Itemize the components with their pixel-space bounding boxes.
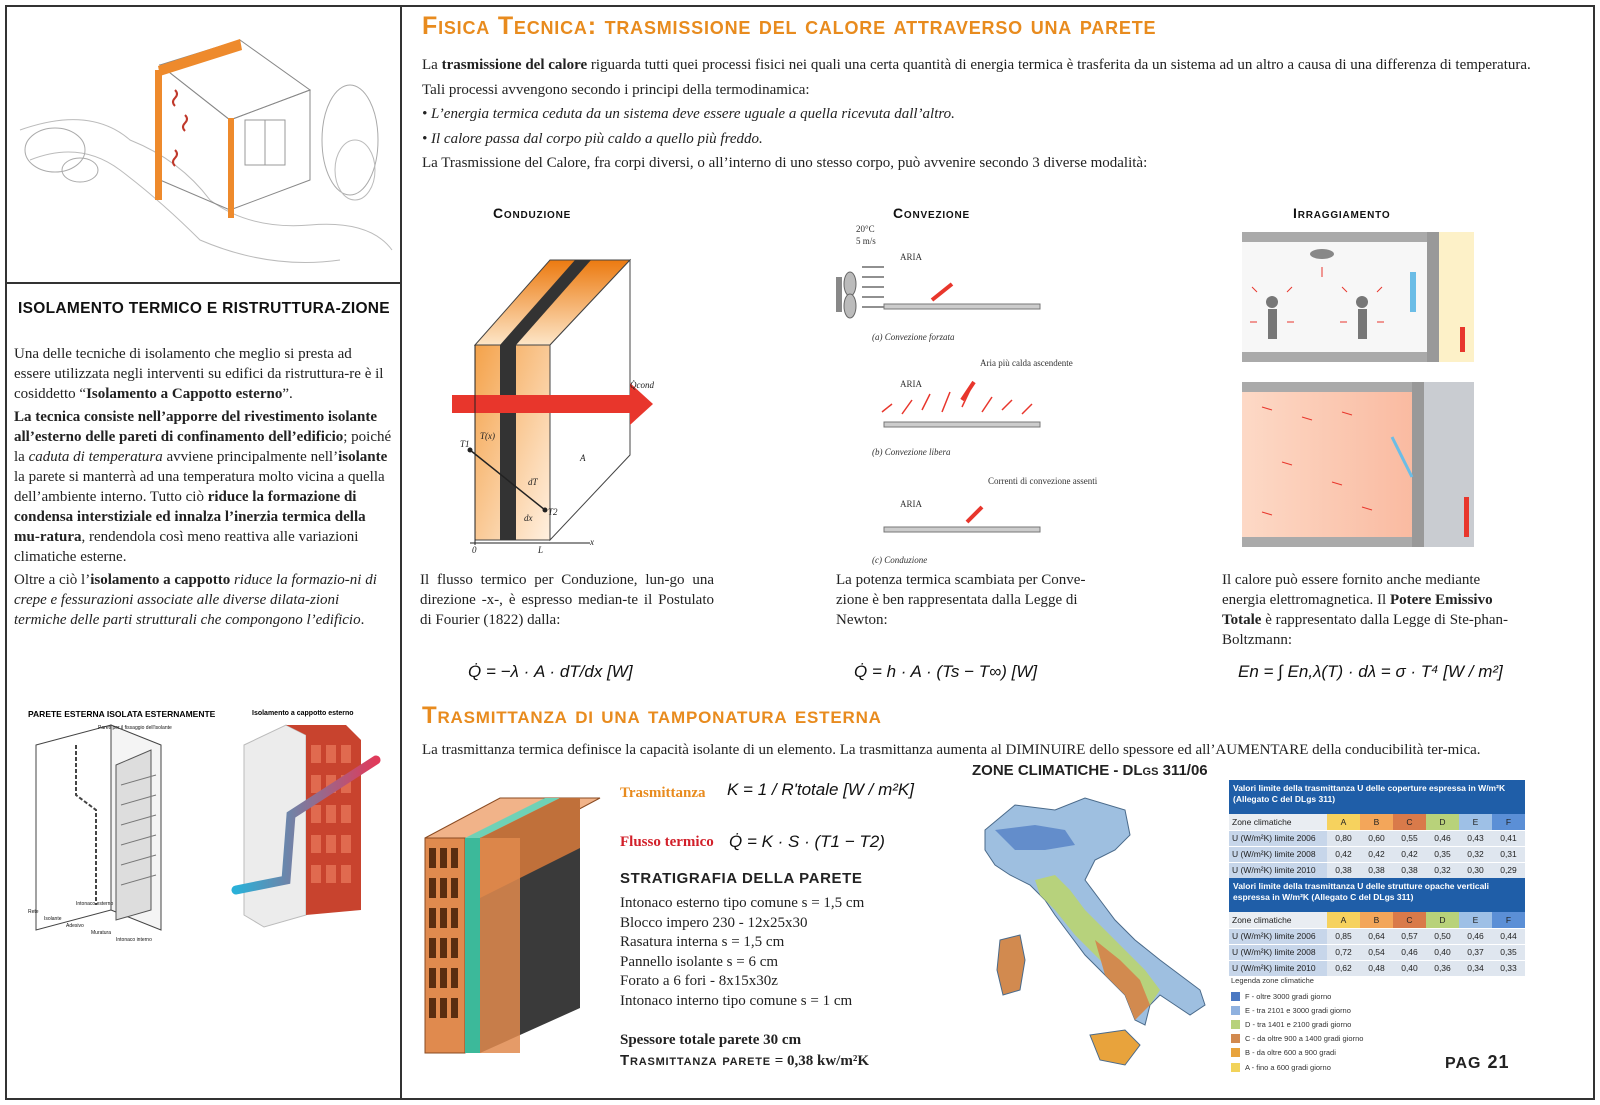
- cond-label-tx: T(x): [480, 431, 495, 441]
- table-row: U (W/m²K) limite 2006 0,80 0,60 0,55 0,46 0,43 0,41: [1229, 830, 1525, 846]
- sidebar-paragraph-1: Una delle tecniche di isolamento che meglio si presta ad essere utilizzata negli interventi su edifici da ristruttura-re è il cosiddetto “Isolamento a Cappotto esterno”.: [14, 346, 384, 402]
- conv-label-temp: 20°C: [856, 224, 875, 234]
- flusso-formula: Q̇ = K · S · (T1 − T2): [729, 832, 885, 851]
- table-pareti-header: Valori limite della trasmittanza U delle strutture opache verticali espressa in W/m²K (Allegato C del DLgs 311): [1229, 878, 1525, 912]
- newton-formula: Q̇ = h · A · (Ts − T∞) [W]: [854, 662, 1038, 681]
- intro-bullet-1: • L’energia termica ceduta da un sistema deve essere uguale a quella ricevuta dall’altro.: [422, 106, 955, 122]
- col-a: A: [1327, 814, 1360, 830]
- conv-label-aria-3: ARIA: [900, 499, 922, 509]
- legend-item: F - oltre 3000 gradi giorno: [1231, 989, 1363, 1003]
- flusso-label: Flusso termico: [620, 834, 714, 850]
- col-e: E: [1459, 814, 1492, 830]
- stratigrafia-item: Pannello isolante s = 6 cm: [620, 953, 779, 970]
- stratigrafia-item: Blocco impero 230 - 12x25x30: [620, 914, 808, 931]
- trasmittanza-text: La trasmittanza termica definisce la capacità isolante di un elemento. La trasmittanza aumenta al DIMINUIRE dello spessore ed all’AUMENTARE della conducibilità ter-mica.: [422, 742, 1481, 758]
- table-coperture: [1229, 780, 1525, 879]
- col-f: F: [1492, 912, 1525, 928]
- irraggiamento-figure: [1242, 232, 1487, 550]
- table-coperture-header: Valori limite della trasmittanza U delle coperture espressa in W/m²K (Allegato C del DLgs 311): [1229, 780, 1525, 814]
- zone-climatiche-title: ZONE CLIMATICHE - DLgs 311/06: [972, 762, 1208, 779]
- fig-left-title: PARETE ESTERNA ISOLATA ESTERNAMENTE: [28, 709, 216, 719]
- column-divider: [400, 5, 402, 1100]
- stratigrafia-title: STRATIGRAFIA DELLA PARETE: [620, 870, 863, 887]
- legend-item: B - da oltre 600 a 900 gradi: [1231, 1046, 1363, 1060]
- table-row: U (W/m²K) limite 2008 0,42 0,42 0,42 0,35 0,32 0,31: [1229, 846, 1525, 862]
- table-row: U (W/m²K) limite 2010 0,62 0,48 0,40 0,36 0,34 0,33: [1229, 960, 1525, 976]
- convezione-figure: [832, 222, 1098, 567]
- fig-right-title: Isolamento a cappotto esterno: [252, 710, 354, 717]
- conduzione-figure: [440, 255, 670, 555]
- col-d: D: [1426, 912, 1459, 928]
- cond-label-t2: T2: [548, 507, 558, 517]
- cond-label-t1: T1: [460, 439, 470, 449]
- fig-left-label-4: Isolante: [44, 916, 62, 922]
- col-b: B: [1360, 814, 1393, 830]
- stratigrafia-item: Intonaco esterno tipo comune s = 1,5 cm: [620, 895, 865, 911]
- fig-left-label-3: Rete: [28, 909, 39, 915]
- sidebar-paragraph-3: Oltre a ciò l’isolamento a cappotto riduce la formazio-ni di crepe e fessurazioni associate alle diverse dilata-zioni termiche delle parti strutturali che compongono l’edificio.: [14, 572, 377, 628]
- page-number: PAG 21: [1445, 1052, 1510, 1072]
- italy-climate-map: [975, 790, 1225, 1080]
- cond-label-x: x: [590, 537, 594, 547]
- zone-label: Zone climatiche: [1229, 912, 1327, 928]
- table-row: U (W/m²K) limite 2008 0,72 0,54 0,46 0,40 0,37 0,35: [1229, 944, 1525, 960]
- stratigrafia-item: Rasatura interna s = 1,5 cm: [620, 934, 785, 951]
- conv-label-correnti: Correnti di convezione assenti: [988, 476, 1098, 486]
- stratigrafia-item: Forato a 6 fori - 8x15x30z: [620, 973, 778, 990]
- cond-label-0: 0: [472, 545, 477, 555]
- conv-label-b: (b) Convezione libera: [872, 447, 951, 457]
- external-insulation-figures: [16, 705, 386, 950]
- intro-line-1: La trasmissione del calore riguarda tutti quei processi fisici nei quali una certa quantità di energia termica è trasferita da un sistema ad un altro a causa di una differenza di temperatura.: [422, 57, 1531, 73]
- legend-item: D - tra 1401 e 2100 gradi giorno: [1231, 1017, 1363, 1031]
- stratigrafia-item: Intonaco interno tipo comune s = 1 cm: [620, 992, 853, 1009]
- sidebar-title: ISOLAMENTO TERMICO E RISTRUTTURA-ZIONE: [18, 300, 390, 317]
- intro-bullet-2: • Il calore passa dal corpo più caldo a quello più freddo.: [422, 130, 763, 147]
- sidebar-paragraph-2: La tecnica consiste nell’apporre del rivestimento isolante all’esterno delle pareti di confinamento dell’edificio; poiché la caduta di temperatura avviene principalmente nell’isolante la parete si manterrà ad una temperatura molto vicina a quella dell’ambiente interno. Tutto ciò riduce la formazione di condensa interstiziale ed innalza l’inerzia termica della mu-ratura, rendendola così meno reattiva alle variazioni climatiche esterne.: [14, 409, 392, 565]
- col-c: C: [1393, 814, 1426, 830]
- legend-item: C - da oltre 900 a 1400 gradi giorno: [1231, 1032, 1363, 1046]
- fig-left-label-2: Intonaco esterno: [76, 901, 114, 907]
- irraggiamento-caption: Il calore può essere fornito anche mediante energia elettromagnetica. Il Potere Emissivo Totale è rappresentato dalla Legge di Ste-phan-Boltzmann:: [1222, 572, 1509, 648]
- fig-left-label-6: Muratura: [91, 930, 112, 936]
- conv-label-a: (a) Convezione forzata: [872, 332, 955, 342]
- col-a: A: [1327, 912, 1360, 928]
- cond-label-dt: dT: [528, 477, 538, 487]
- spessore-totale: Spessore totale parete 30 cm: [620, 1032, 802, 1048]
- legend-item: A - fino a 600 gradi giorno: [1231, 1060, 1363, 1074]
- conv-label-calda: Aria più calda ascendente: [980, 358, 1073, 368]
- main-title: Fisica Tecnica: trasmissione del calore attraverso una parete: [422, 12, 1157, 40]
- house-sketch: [10, 10, 398, 278]
- stefan-boltzmann-formula: En = ∫ En,λ(T) · dλ = σ · T⁴ [W / m²]: [1238, 662, 1503, 681]
- fig-left-label-5: Adesivo: [66, 923, 84, 929]
- col-c: C: [1393, 912, 1426, 928]
- conv-label-speed: 5 m/s: [856, 236, 876, 246]
- sidebar-body: [14, 344, 392, 633]
- cond-label-dx: dx: [524, 513, 533, 523]
- legend-title: Legenda zone climatiche: [1231, 976, 1314, 985]
- col-f: F: [1492, 814, 1525, 830]
- trasmittanza-formula: K = 1 / R'totale [W / m²K]: [727, 780, 914, 799]
- col-e: E: [1459, 912, 1492, 928]
- intro-line-3: La Trasmissione del Calore, fra corpi diversi, o all’interno di uno stesso corpo, può avvenire secondo 3 diverse modalità:: [422, 155, 1148, 171]
- trasmittanza-label: Trasmittanza: [620, 785, 706, 801]
- fig-left-label-1: Pareti per il fissaggio dell'isolante: [98, 725, 172, 731]
- fourier-formula: Q̇ = −λ · A · dT/dx [W]: [468, 662, 633, 681]
- cond-label-a: A: [580, 453, 586, 463]
- table-row: U (W/m²K) limite 2010 0,38 0,38 0,38 0,32 0,30 0,29: [1229, 862, 1525, 878]
- intro-text: [422, 53, 1552, 176]
- conv-label-c: (c) Conduzione: [872, 555, 928, 565]
- wall-stratigraphy-figure: [420, 778, 610, 1058]
- table-row: U (W/m²K) limite 2006 0,85 0,64 0,57 0,50 0,46 0,44: [1229, 928, 1525, 944]
- intro-line-2: Tali processi avvengono secondo i principi della termodinamica:: [422, 81, 810, 98]
- trasmittanza-title: Trasmittanza di una tamponatura esterna: [422, 702, 882, 729]
- stratigrafia-list: [620, 894, 864, 1012]
- fig-left-label-7: Intonaco interno: [116, 937, 152, 943]
- convezione-title: Convezione: [893, 205, 971, 221]
- cond-label-q: Q̇cond: [630, 380, 654, 390]
- conduzione-caption: Il flusso termico per Conduzione, lun-go una direzione -x-, è espresso median-te il Postulato di Fourier (1822) dalla:: [420, 572, 714, 628]
- convezione-caption: La potenza termica scambiata per Conve-zione è ben rappresentata dalla Legge di Newton:: [836, 572, 1086, 628]
- conv-label-aria-1: ARIA: [900, 252, 922, 262]
- cond-label-l: L: [538, 545, 544, 555]
- sidebar-divider: [5, 282, 401, 284]
- conduzione-title: Conduzione: [493, 205, 572, 221]
- irraggiamento-title: Irraggiamento: [1293, 205, 1391, 221]
- col-b: B: [1360, 912, 1393, 928]
- conv-label-aria-2: ARIA: [900, 379, 922, 389]
- zone-label: Zone climatiche: [1229, 814, 1327, 830]
- climate-legend: [1231, 976, 1363, 1074]
- col-d: D: [1426, 814, 1459, 830]
- legend-item: E - tra 2101 e 3000 gradi giorno: [1231, 1003, 1363, 1017]
- trasmittanza-parete: Trasmittanza parete = 0,38 kw/m²K: [620, 1052, 870, 1069]
- table-pareti: [1229, 878, 1525, 977]
